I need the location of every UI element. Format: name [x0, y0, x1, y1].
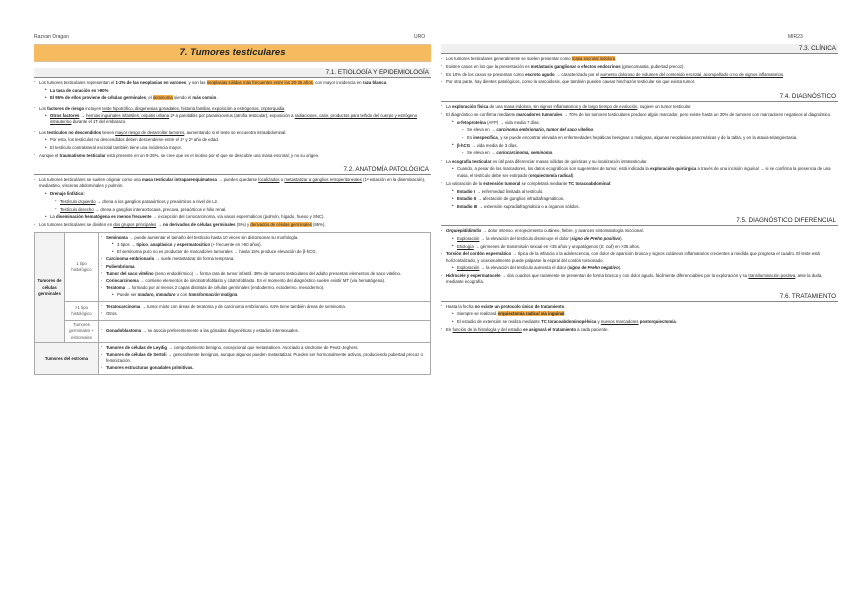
- risk-factors: [34, 106, 431, 126]
- list-item: · Seminoma → puede aumentar el tamaño del testículo hasta 10 veces sin distorsionar su morfología.: [101, 235, 428, 241]
- list-item: · Gonadoblastoma → se asocia preferentemente a las gónadas disgenéticas y estados intersexuales.: [101, 328, 428, 334]
- section-title-7-5: 7.5. DIAGNÓSTICO DIFERENCIAL: [441, 216, 838, 226]
- bullet: · Hidrocele y espermatocele → dos cuadros que raramente se presentan de forma brusca y con dolor agudo, fácilmente diferenciables por la exploración y su transiluminación positiva, ante la duda, mediante ecografía.: [441, 273, 838, 285]
- right-page: [441, 42, 838, 592]
- bullet: · El diagnóstico se confirma mediante marcadores tumorales → 70% de los tumores testiculares produce algún marcador, pero existe hasta un 30% de tumores con marcadores negativos al diagnóstico.: [441, 112, 838, 118]
- sub-bullet: • La diseminación hematógena es menos frecuente → excepción del coriocarcinoma, vía vasos espermáticos (pulmón, hígado, hueso y SNC).: [34, 214, 431, 220]
- sub-bullet: • Drenaje linfático:: [34, 191, 431, 197]
- list-item: • El seminoma puro no es productor de marcadores tumorales → hasta 15% produce elevación de β-hCG.: [101, 249, 428, 255]
- section-7-2: [34, 177, 431, 228]
- bullet: · Torsión del cordón espermático → típica de la infancia o la adolescencia, con dolor de aparición brusca y signos cutáneos inflamatorios crecientes a medida que progresa el cuadro. El teste está horizontalizado, y ocasionalmente puede palparse la espiral del cordón torsionado.: [441, 251, 838, 263]
- undescended-testis: [34, 130, 431, 159]
- table-subgroup: >1 tipo histológico: [65, 302, 99, 320]
- sub-bullet: • Exploración → la elevación del testículo aumenta el dolor (signo de Prehn negativo).: [441, 265, 838, 271]
- list-item: · Poliembrioma.: [101, 264, 428, 270]
- bullet: · Hasta la fecha no existe un protocolo único de tratamiento.: [441, 304, 838, 310]
- table-cell: [99, 233, 431, 302]
- section-7-6: [441, 304, 838, 333]
- sub-bullet: • Cuando, a pesar de los marcadores, los datos ecográficos son sugerentes de tumor, está indicada la exploración quirúrgica a través de una incisión inguinal → si se confirma la presencia de una masa, el testículo debe ser extirpado (orquiectomía radical).: [441, 166, 838, 178]
- list-item: · Tumores estructuras gonadales primitivas.: [101, 365, 428, 371]
- section-title-7-6: 7.6. TRATAMIENTO: [441, 292, 838, 302]
- pathology-table: [34, 232, 431, 375]
- sub-bullet: • El 95% de ellos proviene de células germinales, el seminoma siendo el más común.: [34, 95, 431, 101]
- sub-sub-bullet: - Se eleva en → carcinoma embrionario, tumor del saco vitelino.: [441, 127, 838, 133]
- list-item: · Tumor del saco vitelino (seno endodérmico) → forma rara de tumor infantil. 38% de tumores testiculares del adulto presentan elementos de saco vitelino.: [101, 271, 428, 277]
- chapter-title: 7. Tumores testiculares: [34, 44, 431, 62]
- sub-sub-bullet: - Testículo izquierdo → drena a los ganglios paraaórticos y preaórticos a nivel de L2.: [34, 199, 431, 205]
- bullet: · Los tumores testiculares se dividen en dos grupos principales → no derivados de células germinales (5%) y derivados de células germinales (95%).: [34, 222, 431, 228]
- bullet: · Por otra parte, hay dientes patológicos, como la sarcoidosis, que también pueden causar hinchazón testicular sin que exista tumor.: [441, 79, 838, 85]
- sub-bullet: • Exploración → la elevación del testículo disminuye el dolor (signo de Prehn positivo).: [441, 236, 838, 242]
- table-subgroup: Tumores germinales + estromales: [65, 320, 99, 343]
- header-edition: MIR23: [788, 34, 803, 40]
- table-group-stroma: Tumores del estroma: [35, 343, 99, 375]
- section-title-7-1: 7.1. ETIOLOGÍA Y EPIDEMIOLOGÍA: [34, 68, 431, 78]
- header-subject: URO: [414, 34, 426, 40]
- sub-bullet: • El testículo contralateral escrotal también tiene una incidencia mayor.: [34, 145, 431, 151]
- section-title-7-4: 7.4. DIAGNÓSTICO: [441, 92, 838, 102]
- sub-sub-bullet: - Testículo derecho → drena a ganglios interaortocava, precava, preaórticos e hilio renal.: [34, 207, 431, 213]
- list-item: • Puede ser maduro, inmaduro o con transformación maligna.: [101, 292, 428, 298]
- sub-bullet: • α-fetoproteína (AFP) → vida media 7 días.: [441, 120, 838, 126]
- bullet: · Los tumores testiculares se suelen originar como una masa testicular intraparenquimatosa → pueden quedarse localizados o metastatizar a ganglios retroperitoneales (1ª estación en la diseminación), mediastino, vísceras abdominales y pulmón.: [34, 177, 431, 189]
- left-page: [34, 42, 431, 592]
- bullet: · La ecografía testicular es útil para diferenciar masas sólidas de quísticas y su localización intratesticular.: [441, 159, 838, 165]
- section-7-5: [441, 228, 838, 285]
- list-item: · Carcinoma embrionario → suele metastatizar de forma temprana.: [101, 256, 428, 262]
- list-item: · Teratocarcinoma → tumor mixto con áreas de teratoma y de carcinoma embrionario. 64% tiene también áreas de seminoma.: [101, 304, 428, 310]
- section-7-4: [441, 104, 838, 211]
- list-item: · Teratoma → formado por al menos 2 capas distintas de células germinales (endodermo, ectodermo, mesodermo).: [101, 285, 428, 291]
- section-title-7-3: 7.3. CLÍNICA: [441, 44, 838, 54]
- sub-bullet: • Siempre se realizará orquiectomía radical vía inguinal.: [441, 311, 838, 317]
- bullet: · La valoración de la extensión tumoral se completará mediante TC toracoabdominal:: [441, 181, 838, 187]
- bullet: · Existen casos en los que la presentación es metástasis ganglionar o efectos endocrinos (ginecomastia, pubertad precoz).: [441, 64, 838, 70]
- section-title-7-2: 7.2. ANATOMÍA PATOLÓGICA: [34, 165, 431, 175]
- bullet: · Orquiepididimitis → dolor intenso, enrojecimiento cutáneo, fiebre, y avances sintomatología miccional.: [441, 228, 838, 234]
- list-item: • 3 tipos → típico, anaplásico y espermatocítico (+ frecuente en >50 años).: [101, 242, 428, 248]
- bullet: · En función de la histología y del estadio se asignará el tratamiento a cada paciente.: [441, 327, 838, 333]
- bullet: · La exploración física de una masa indolora, sin signos inflamatorios y de largo tiempo de evolución, sugiere un tumor testicular.: [441, 104, 838, 110]
- bullet: · Los testículos no descendidos tienen mayor riesgo de desarrollar tumores, aumentando si el teste se encuentra intraabdominal.: [34, 130, 431, 136]
- bullet: · Los factores de riesgo incluyen teste hipotrófico, disgenesias gonadales, historia familiar, exposición a estrógenos, criptorquidia.: [34, 106, 431, 112]
- sub-bullet: • β-hCG → vida media de 3 días.: [441, 143, 838, 149]
- sub-bullet: • Estadio I → enfermedad limitada al testículo.: [441, 189, 838, 195]
- table-cell: [99, 302, 431, 320]
- sub-bullet: • Etiología → gérmenes de transmisión sexual en <35 años y uropatógenos (E. coli) en >35 años.: [441, 244, 838, 250]
- sub-sub-bullet: - Es inespecífica, y se puede encontrar elevada en enfermedades hepáticas benignas o malignas, algunas neoplasias pancreáticas y de la tabla, y en la ataxia-telangiectasia.: [441, 135, 838, 141]
- sub-bullet: • El estudio de extensión se realiza mediante TC toracoabdominopélvica y nuevos marcadores postorquiectomía.: [441, 319, 838, 325]
- sub-bullet: • Estadio II → afectación de ganglios infradiafragmáticos.: [441, 196, 838, 202]
- table-group-germ-cell: Tumores de células germinales: [35, 233, 65, 343]
- sub-bullet: • Otros factores → hernias inguinales infantiles, orquitis urliana 2ª a parotiditis por paramixovirus (atrofia testicular), exposición a radiaciones, calor, productos para teñido del cuerpo y estrógeno intrauterino durante el 1T del embarazo.: [34, 113, 431, 125]
- bullet: · En 10% de los casos se presentan como escroto agudo → caracterizado por el aumento doloroso de volumen del contenido escrotal, acompañado o no de signos inflamatorios.: [441, 72, 838, 78]
- sub-bullet: • Por esto, los testículos no descendidos deben descenderse entre el 1º y 2º año de edad.: [34, 137, 431, 143]
- bullet: · Los tumores testiculares representan el 1-2% de las neoplasias en varones, y son las neoplasias sólidas más frecuentes entre los 20-35 años, con mayor incidencia en raza blanca.: [34, 80, 431, 86]
- section-7-3: [441, 56, 838, 85]
- list-item: · Otros.: [101, 311, 428, 317]
- list-item: · Tumores de células de Leydig → comportamiento benigno, excepcional que metastaticen. Asociado a síndrome de Peutz-Jeghers.: [101, 345, 428, 351]
- header-author: Razvan Dragan: [34, 34, 69, 40]
- table-cell: [99, 343, 431, 375]
- bullet: · Aunque el traumatismo testicular está presente en un 8-25%, se cree que es el motivo por el que se descubre una masa escrotal, y no su origen.: [34, 153, 431, 159]
- sub-sub-bullet: - Se eleva en → coriocarcinoma, seminoma.: [441, 150, 838, 156]
- list-item: · Coriocarcinoma → contiene elementos de sincitiotrofoblasto y citotrofoblasto. En el momento del diagnóstico suelen existir MT (vía hematógena).: [101, 278, 428, 284]
- bullet: · Los tumores testiculares generalmente se suelen presentar como masa escrotal indolora.: [441, 56, 838, 62]
- section-7-1: [34, 80, 431, 102]
- table-subgroup: 1 tipo histológico: [65, 233, 99, 302]
- sub-bullet: • La tasa de curación es >90%: [34, 88, 431, 94]
- table-cell: [99, 320, 431, 343]
- sub-bullet: • Estadio III → extensión supradiafragmática o a órganos sólidos.: [441, 204, 838, 210]
- list-item: · Tumores de células de Sertoli → generalmente benignos, aunque algunos pueden metastatizar. Pueden ser hormonalmente activos, produciendo pubertad precoz o feminización.: [101, 352, 428, 364]
